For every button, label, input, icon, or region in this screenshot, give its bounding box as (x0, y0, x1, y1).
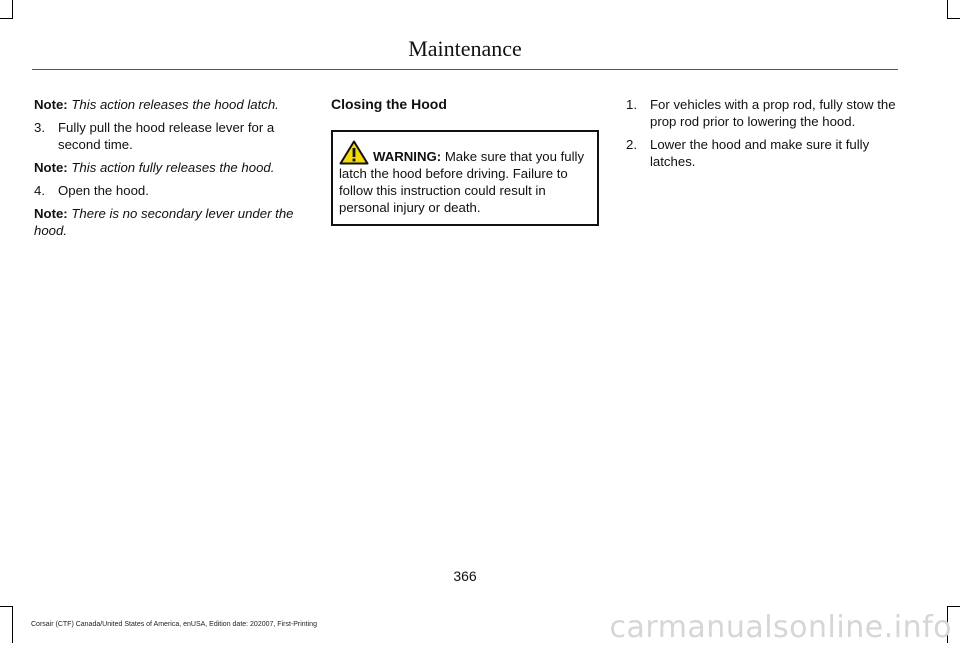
crop-mark-bottom-left-v (12, 606, 13, 643)
step-number: 2. (626, 137, 637, 152)
step-3 (34, 119, 304, 153)
step-number: 1. (626, 97, 637, 112)
page-title: Maintenance (408, 36, 522, 61)
step-text: Open the hood. (58, 183, 149, 198)
step-2 (626, 136, 896, 170)
crop-mark-top-left-v (12, 0, 13, 18)
section-heading: Closing the Hood (331, 96, 447, 112)
warning-triangle-icon (339, 140, 369, 165)
note-secondary-lever (34, 205, 304, 239)
note-hood-release (34, 159, 304, 176)
step-4 (34, 182, 304, 199)
warning-label: WARNING: (373, 149, 442, 164)
warning-text: Make sure that you fully latch the hood before driving. Failure to follow this instruction could result in personal injury or death. (339, 149, 585, 215)
step-text: Fully pull the hood release lever for a second time. (58, 120, 275, 152)
step-number: 4. (34, 183, 45, 198)
title-divider (32, 69, 898, 70)
watermark: carmanualsonline.info (609, 610, 952, 645)
warning-box (331, 130, 599, 226)
column-right (626, 96, 896, 176)
crop-mark-top-right-v (947, 0, 948, 18)
note-hood-latch (34, 96, 304, 113)
crop-mark-bottom-right-h (947, 606, 960, 607)
note-label: Note: (34, 97, 68, 112)
step-1 (626, 96, 896, 130)
step-text: Lower the hood and make sure it fully latches. (650, 137, 870, 169)
crop-mark-top-left-h (0, 18, 13, 19)
crop-mark-bottom-left-h (0, 606, 13, 607)
step-number: 3. (34, 120, 45, 135)
step-text: For vehicles with a prop rod, fully stow the prop rod prior to lowering the hood. (650, 97, 896, 129)
note-label: Note: (34, 160, 68, 175)
note-text: This action releases the hood latch. (71, 97, 279, 112)
note-label: Note: (34, 206, 68, 221)
crop-mark-top-right-h (947, 18, 960, 19)
column-left (34, 96, 304, 245)
note-text: This action fully releases the hood. (71, 160, 275, 175)
edition-info: Corsair (CTF) Canada/United States of America, enUSA, Edition date: 202007, First-Printing (31, 621, 317, 628)
note-text: There is no secondary lever under the hood. (34, 206, 294, 238)
page-number: 366 (453, 568, 477, 584)
column-middle (331, 96, 599, 226)
